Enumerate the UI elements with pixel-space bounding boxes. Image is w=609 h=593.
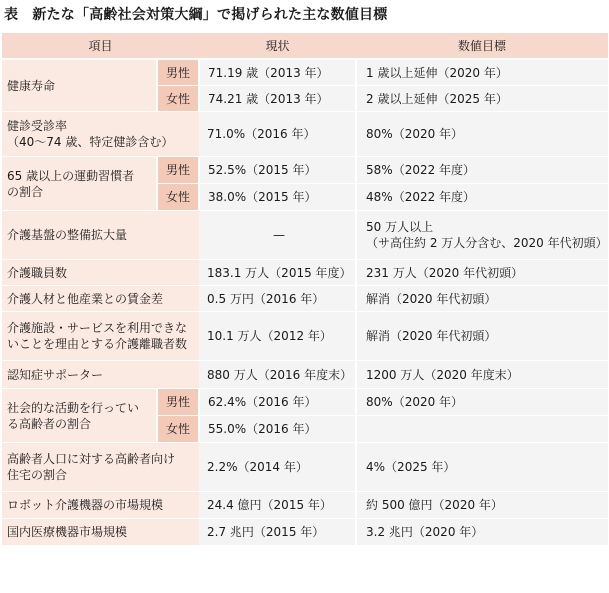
cell-target: 4%（2025 年） <box>356 443 608 492</box>
cell-target: 3.2 兆円（2020 年） <box>356 519 608 546</box>
header-target: 数値目標 <box>356 33 608 59</box>
cell-current: 2.2%（2014 年） <box>199 443 356 492</box>
header-row <box>2 33 608 59</box>
item-line: 高齢者人口に対する高齢者向け <box>7 452 176 466</box>
cell-current: 62.4%（2016 年） <box>199 389 356 416</box>
cell-current: 74.21 歳（2013 年） <box>199 86 356 112</box>
item-line: 住宅の割合 <box>7 468 68 482</box>
table-row <box>2 519 608 546</box>
table-row <box>2 157 608 184</box>
cell-current: 38.0%（2015 年） <box>199 184 356 211</box>
table-row <box>2 286 608 312</box>
cell-current: 183.1 万人（2015 年度） <box>199 260 356 286</box>
item-line: 65 歳以上の運動習慣者 <box>7 168 135 183</box>
cell-current: 2.7 兆円（2015 年） <box>199 519 356 546</box>
row-item-staff: 介護職員数 <box>2 260 199 286</box>
cell-current: — <box>199 211 356 260</box>
cell-current: 10.1 万人（2012 年） <box>199 312 356 361</box>
target-line: 50 万人以上 <box>366 220 434 234</box>
cell-target: 80%（2020 年） <box>356 389 608 416</box>
header-item: 項目 <box>2 33 199 59</box>
row-item-leave <box>2 312 199 361</box>
cell-target: 58%（2022 年度） <box>356 157 608 184</box>
item-line: 社会的な活動を行ってい <box>7 400 140 415</box>
gender-male: 男性 <box>157 389 199 416</box>
row-item-wage: 介護人材と他産業との賃金差 <box>2 286 199 312</box>
cell-current: 52.5%（2015 年） <box>199 157 356 184</box>
cell-target: 解消（2020 年代初頭） <box>356 286 608 312</box>
cell-target: 48%（2022 年度） <box>356 184 608 211</box>
table-row <box>2 443 608 492</box>
cell-current: 880 万人（2016 年度末） <box>199 361 356 389</box>
targets-table <box>2 33 608 546</box>
cell-target <box>356 416 608 443</box>
cell-current: 0.5 万円（2016 年） <box>199 286 356 312</box>
cell-current: 71.19 歳（2013 年） <box>199 59 356 86</box>
cell-current: 24.4 億円（2015 年） <box>199 492 356 519</box>
table-row <box>2 361 608 389</box>
cell-target <box>356 211 608 260</box>
gender-female: 女性 <box>157 184 199 211</box>
cell-target: 1200 万人（2020 年度末） <box>356 361 608 389</box>
gender-male: 男性 <box>157 157 199 184</box>
table-row <box>2 59 608 86</box>
item-line: 介護施設・サービスを利用できな <box>7 321 188 335</box>
table-row <box>2 312 608 361</box>
row-item-housing <box>2 443 199 492</box>
table-row <box>2 211 608 260</box>
cell-current: 55.0%（2016 年） <box>199 416 356 443</box>
gender-female: 女性 <box>157 416 199 443</box>
table-row <box>2 492 608 519</box>
cell-target: 2 歳以上延伸（2025 年） <box>356 86 608 112</box>
cell-current: 71.0%（2016 年） <box>199 112 356 157</box>
table-row <box>2 389 608 416</box>
row-item-exercise <box>2 157 157 211</box>
cell-target: 解消（2020 年代初頭） <box>356 312 608 361</box>
row-item-infra: 介護基盤の整備拡大量 <box>2 211 199 260</box>
item-line: の割合 <box>7 184 44 199</box>
table-row <box>2 112 608 157</box>
item-line: る高齢者の割合 <box>7 416 92 431</box>
gender-male: 男性 <box>157 59 199 86</box>
table-row <box>2 260 608 286</box>
target-line: （サ高住約 2 万人分含む、2020 年代初頭） <box>366 236 608 250</box>
gender-female: 女性 <box>157 86 199 112</box>
cell-target: 231 万人（2020 年代初頭） <box>356 260 608 286</box>
row-item-dementia: 認知症サポーター <box>2 361 199 389</box>
item-line: （40〜74 歳、特定健診含む） <box>7 135 174 149</box>
cell-target: 80%（2020 年） <box>356 112 608 157</box>
row-item-robot: ロボット介護機器の市場規模 <box>2 492 199 519</box>
cell-target: 約 500 億円（2020 年） <box>356 492 608 519</box>
cell-target: 1 歳以上延伸（2020 年） <box>356 59 608 86</box>
row-item-social <box>2 389 157 443</box>
table-title: 表 新たな「高齢社会対策大綱」で掲げられた主な数値目標 <box>4 7 388 23</box>
header-current: 現状 <box>199 33 356 59</box>
row-item-life: 健康寿命 <box>2 59 157 112</box>
item-line: 健診受診率 <box>7 119 68 133</box>
item-line: いことを理由とする介護離職者数 <box>7 337 188 351</box>
row-item-checkup <box>2 112 199 157</box>
row-item-medical: 国内医療機器市場規模 <box>2 519 199 546</box>
